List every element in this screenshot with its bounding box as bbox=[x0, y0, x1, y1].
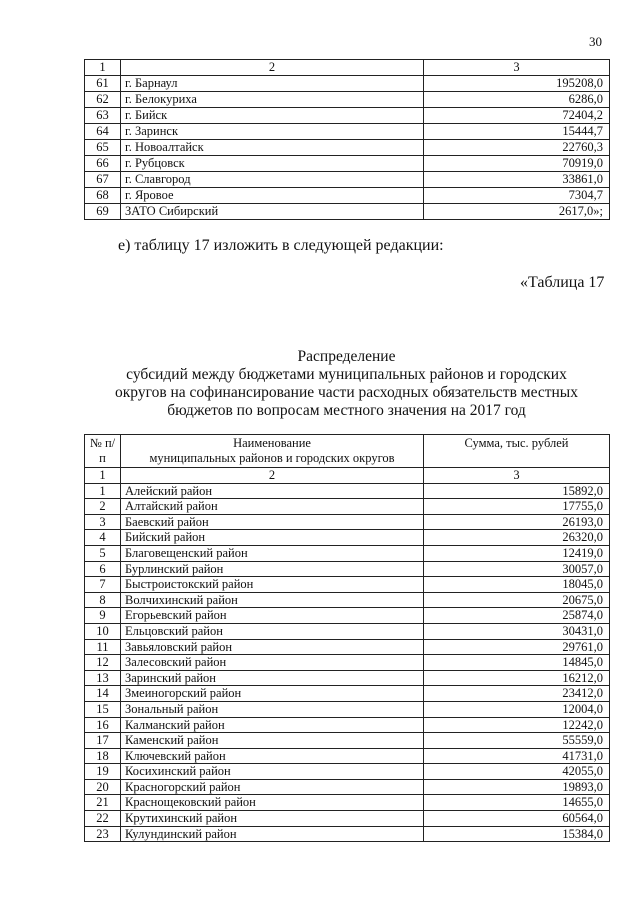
row-sum: 15444,7 bbox=[424, 124, 610, 140]
page-number: 30 bbox=[589, 34, 602, 49]
table-row bbox=[85, 826, 610, 842]
row-sum: 18045,0 bbox=[424, 577, 610, 593]
municipal-table-continuation bbox=[84, 59, 610, 220]
row-number: 8 bbox=[85, 592, 121, 608]
table-row bbox=[85, 717, 610, 733]
table-row bbox=[85, 795, 610, 811]
row-name: г. Белокуриха bbox=[121, 92, 424, 108]
row-number: 64 bbox=[85, 124, 121, 140]
main-table-body bbox=[85, 435, 610, 842]
row-name: Косихинский район bbox=[121, 764, 424, 780]
table-row bbox=[85, 204, 610, 220]
row-number: 62 bbox=[85, 92, 121, 108]
row-number: 19 bbox=[85, 764, 121, 780]
document-title bbox=[84, 348, 609, 420]
row-number: 4 bbox=[85, 530, 121, 546]
table-row bbox=[85, 701, 610, 717]
table-row bbox=[85, 156, 610, 172]
row-sum: 72404,2 bbox=[424, 108, 610, 124]
table-row bbox=[85, 76, 610, 92]
row-sum: 25874,0 bbox=[424, 608, 610, 624]
row-number: 3 bbox=[85, 514, 121, 530]
header-sum: Сумма, тыс. рублей bbox=[424, 435, 610, 468]
table-row bbox=[85, 764, 610, 780]
row-number: 69 bbox=[85, 204, 121, 220]
row-sum: 70919,0 bbox=[424, 156, 610, 172]
row-sum: 22760,3 bbox=[424, 140, 610, 156]
row-sum: 12004,0 bbox=[424, 701, 610, 717]
row-sum: 15892,0 bbox=[424, 483, 610, 499]
title-line: Распределение bbox=[297, 348, 396, 365]
column-number: 1 bbox=[85, 60, 121, 76]
row-number: 66 bbox=[85, 156, 121, 172]
row-number: 15 bbox=[85, 701, 121, 717]
table-row bbox=[85, 108, 610, 124]
row-number: 17 bbox=[85, 733, 121, 749]
row-name: Ключевский район bbox=[121, 748, 424, 764]
row-name: г. Рубцовск bbox=[121, 156, 424, 172]
row-number: 13 bbox=[85, 670, 121, 686]
row-name: Алтайский район bbox=[121, 499, 424, 515]
row-sum: 12242,0 bbox=[424, 717, 610, 733]
row-sum: 55559,0 bbox=[424, 733, 610, 749]
top-table-body bbox=[85, 60, 610, 220]
row-name: г. Славгород bbox=[121, 172, 424, 188]
table-row bbox=[85, 499, 610, 515]
table-header-row bbox=[85, 435, 610, 468]
table-row bbox=[85, 655, 610, 671]
row-number: 5 bbox=[85, 545, 121, 561]
row-sum: 7304,7 bbox=[424, 188, 610, 204]
table-row bbox=[85, 483, 610, 499]
table-row bbox=[85, 92, 610, 108]
row-name: ЗАТО Сибирский bbox=[121, 204, 424, 220]
title-line: бюджетов по вопросам местного значения на 2017 год bbox=[167, 402, 526, 419]
amendment-instruction: е) таблицу 17 изложить в следующей редакции: bbox=[118, 237, 444, 254]
row-name: Быстроистокский район bbox=[121, 577, 424, 593]
table-row bbox=[85, 514, 610, 530]
row-number: 11 bbox=[85, 639, 121, 655]
table-row bbox=[85, 670, 610, 686]
row-sum: 26193,0 bbox=[424, 514, 610, 530]
row-name: Благовещенский район bbox=[121, 545, 424, 561]
table-row bbox=[85, 779, 610, 795]
row-number: 23 bbox=[85, 826, 121, 842]
header-name-line: муниципальных районов и городских округов bbox=[149, 451, 395, 465]
column-number: 2 bbox=[121, 468, 424, 484]
row-name: Бурлинский район bbox=[121, 561, 424, 577]
row-sum: 19893,0 bbox=[424, 779, 610, 795]
row-name: г. Барнаул bbox=[121, 76, 424, 92]
row-number: 67 bbox=[85, 172, 121, 188]
row-name: Волчихинский район bbox=[121, 592, 424, 608]
row-number: 10 bbox=[85, 623, 121, 639]
row-name: Залесовский район bbox=[121, 655, 424, 671]
row-name: г. Новоалтайск bbox=[121, 140, 424, 156]
row-name: Баевский район bbox=[121, 514, 424, 530]
table-row bbox=[85, 733, 610, 749]
row-number: 7 bbox=[85, 577, 121, 593]
row-name: г. Яровое bbox=[121, 188, 424, 204]
row-name: Завьяловский район bbox=[121, 639, 424, 655]
table-row bbox=[85, 172, 610, 188]
row-number: 18 bbox=[85, 748, 121, 764]
table-row bbox=[85, 545, 610, 561]
column-number: 3 bbox=[424, 60, 610, 76]
row-sum: 2617,0»; bbox=[424, 204, 610, 220]
row-number: 2 bbox=[85, 499, 121, 515]
row-sum: 14845,0 bbox=[424, 655, 610, 671]
table-row bbox=[85, 811, 610, 827]
table-row bbox=[85, 623, 610, 639]
table-row bbox=[85, 124, 610, 140]
row-sum: 30057,0 bbox=[424, 561, 610, 577]
title-line: субсидий между бюджетами муниципальных районов и городских bbox=[126, 366, 567, 383]
row-number: 9 bbox=[85, 608, 121, 624]
row-number: 12 bbox=[85, 655, 121, 671]
row-name: г. Бийск bbox=[121, 108, 424, 124]
table-label: «Таблица 17 bbox=[520, 274, 605, 291]
row-name: Каменский район bbox=[121, 733, 424, 749]
table-row bbox=[85, 188, 610, 204]
table-row bbox=[85, 140, 610, 156]
row-name: Алейский район bbox=[121, 483, 424, 499]
row-sum: 60564,0 bbox=[424, 811, 610, 827]
row-sum: 23412,0 bbox=[424, 686, 610, 702]
row-number: 63 bbox=[85, 108, 121, 124]
row-number: 22 bbox=[85, 811, 121, 827]
row-name: Зональный район bbox=[121, 701, 424, 717]
header-name bbox=[121, 435, 424, 468]
header-number: № п/п bbox=[85, 435, 121, 468]
table-row bbox=[85, 530, 610, 546]
column-number: 2 bbox=[121, 60, 424, 76]
row-sum: 14655,0 bbox=[424, 795, 610, 811]
row-sum: 15384,0 bbox=[424, 826, 610, 842]
row-sum: 16212,0 bbox=[424, 670, 610, 686]
table-row bbox=[85, 592, 610, 608]
table-numbering-row bbox=[85, 468, 610, 484]
column-number: 1 bbox=[85, 468, 121, 484]
row-name: Бийский район bbox=[121, 530, 424, 546]
row-sum: 29761,0 bbox=[424, 639, 610, 655]
row-sum: 33861,0 bbox=[424, 172, 610, 188]
row-sum: 30431,0 bbox=[424, 623, 610, 639]
table-row bbox=[85, 608, 610, 624]
row-number: 68 bbox=[85, 188, 121, 204]
table-row bbox=[85, 639, 610, 655]
row-name: Крутихинский район bbox=[121, 811, 424, 827]
row-name: Ельцовский район bbox=[121, 623, 424, 639]
column-number: 3 bbox=[424, 468, 610, 484]
row-name: Змеиногорский район bbox=[121, 686, 424, 702]
row-sum: 6286,0 bbox=[424, 92, 610, 108]
table-row bbox=[85, 686, 610, 702]
row-number: 61 bbox=[85, 76, 121, 92]
table-numbering-row bbox=[85, 60, 610, 76]
header-name-line: Наименование bbox=[233, 436, 311, 450]
row-number: 65 bbox=[85, 140, 121, 156]
row-number: 1 bbox=[85, 483, 121, 499]
row-name: Красногорский район bbox=[121, 779, 424, 795]
row-number: 21 bbox=[85, 795, 121, 811]
row-number: 20 bbox=[85, 779, 121, 795]
row-number: 16 bbox=[85, 717, 121, 733]
row-name: Калманский район bbox=[121, 717, 424, 733]
table-row bbox=[85, 577, 610, 593]
row-name: Краснощековский район bbox=[121, 795, 424, 811]
row-sum: 12419,0 bbox=[424, 545, 610, 561]
title-line: округов на софинансирование части расходных обязательств местных bbox=[115, 384, 578, 401]
row-number: 6 bbox=[85, 561, 121, 577]
row-sum: 42055,0 bbox=[424, 764, 610, 780]
row-number: 14 bbox=[85, 686, 121, 702]
table-row bbox=[85, 748, 610, 764]
row-sum: 20675,0 bbox=[424, 592, 610, 608]
row-name: Егорьевский район bbox=[121, 608, 424, 624]
row-sum: 17755,0 bbox=[424, 499, 610, 515]
row-sum: 41731,0 bbox=[424, 748, 610, 764]
row-sum: 26320,0 bbox=[424, 530, 610, 546]
row-sum: 195208,0 bbox=[424, 76, 610, 92]
subsidy-distribution-table bbox=[84, 434, 610, 842]
row-name: Заринский район bbox=[121, 670, 424, 686]
row-name: Кулундинский район bbox=[121, 826, 424, 842]
table-row bbox=[85, 561, 610, 577]
row-name: г. Заринск bbox=[121, 124, 424, 140]
